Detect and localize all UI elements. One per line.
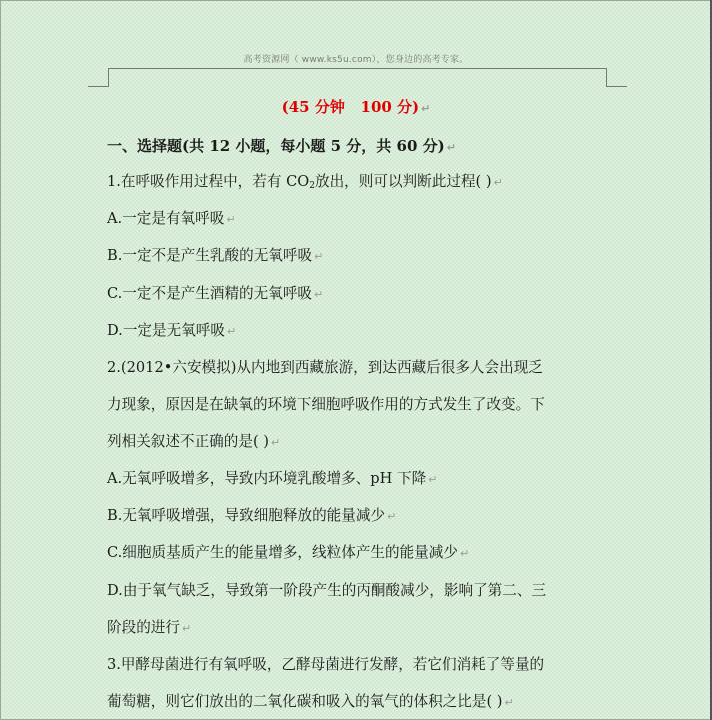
question-2-option-d-line-2 — [107, 618, 191, 639]
question-1-option-d — [107, 321, 236, 342]
page-header: 高考资源网（ www.ks5u.com），您身边的高考专家。 — [243, 55, 469, 65]
q1-stem-subscript: 2 — [309, 181, 315, 191]
question-1-option-c — [107, 284, 323, 305]
q3-stem-text: 葡萄糖，则它们放出的二氧化碳和吸入的氧气的体积之比是( ) — [107, 693, 503, 710]
question-2-stem-line-1 — [107, 358, 543, 378]
section-title — [107, 136, 456, 158]
paragraph-mark-icon: ↵ — [428, 473, 438, 486]
paragraph-mark-icon: ↵ — [387, 510, 397, 523]
header-rule — [108, 68, 606, 69]
option-text: A.一定是有氧呼吸 — [107, 210, 225, 227]
q2-stem-text: 2.(2012•六安模拟)从内地到西藏旅游，到达西藏后很多人会出现乏 — [107, 359, 543, 376]
paragraph-mark-icon: ↵ — [446, 141, 456, 154]
paragraph-mark-icon: ↵ — [181, 622, 192, 635]
option-text: D.一定是无氧呼吸 — [107, 322, 225, 339]
question-2-option-c — [107, 543, 469, 564]
option-text: B.一定不是产生乳酸的无氧呼吸 — [107, 247, 313, 264]
q1-stem-post: 放出，则可以判断此过程( ) — [314, 173, 492, 190]
paragraph-mark-icon: ↵ — [226, 213, 236, 226]
option-text: B.无氧呼吸增强，导致细胞释放的能量减少 — [107, 507, 386, 524]
paragraph-mark-icon: ↵ — [421, 102, 431, 115]
margin-corner-right — [606, 68, 627, 87]
option-text: C.细胞质基质产生的能量增多，线粒体产生的能量减少 — [107, 544, 458, 561]
option-text: D.由于氧气缺乏，导致第一阶段产生的丙酮酸减少，影响了第二、三 — [107, 582, 547, 599]
paragraph-mark-icon: ↵ — [314, 250, 324, 263]
q1-stem-pre: 1.在呼吸作用过程中，若有 CO — [107, 173, 310, 190]
option-text: A.无氧呼吸增多，导致内环境乳酸增多、pH 下降 — [107, 470, 427, 487]
section-title-text: 一、选择题(共 12 小题，每小题 5 分，共 60 分) — [107, 137, 445, 155]
exam-duration-score — [0, 96, 712, 117]
option-text: 阶段的进行 — [107, 619, 180, 636]
q3-stem-text: 3.甲酵母菌进行有氧呼吸，乙酵母菌进行发酵，若它们消耗了等量的 — [107, 656, 545, 673]
subtitle-text: (45 分钟 100 分) — [281, 98, 420, 116]
paragraph-mark-icon: ↵ — [493, 176, 503, 189]
question-2-stem-line-3 — [107, 432, 280, 453]
paragraph-mark-icon: ↵ — [270, 436, 281, 449]
question-2-option-a — [107, 469, 437, 490]
question-2-stem-line-2 — [107, 395, 545, 415]
paragraph-mark-icon: ↵ — [226, 325, 237, 338]
option-text: C.一定不是产生酒精的无氧呼吸 — [107, 285, 313, 302]
q2-stem-text: 列相关叙述不正确的是( ) — [107, 433, 269, 450]
paragraph-mark-icon: ↵ — [459, 547, 470, 560]
question-3-stem-line-1 — [107, 655, 544, 675]
question-1-option-a — [107, 209, 236, 230]
q2-stem-text: 力现象，原因是在缺氧的环境下细胞呼吸作用的方式发生了改变。下 — [107, 396, 545, 413]
question-1-option-b — [107, 246, 323, 267]
paragraph-mark-icon: ↵ — [314, 288, 324, 301]
paragraph-mark-icon: ↵ — [504, 696, 514, 709]
question-2-option-b — [107, 506, 396, 527]
question-1-stem — [107, 172, 503, 196]
question-3-stem-line-2 — [107, 692, 514, 713]
margin-corner-left — [88, 68, 109, 87]
question-2-option-d-line-1 — [107, 581, 546, 601]
